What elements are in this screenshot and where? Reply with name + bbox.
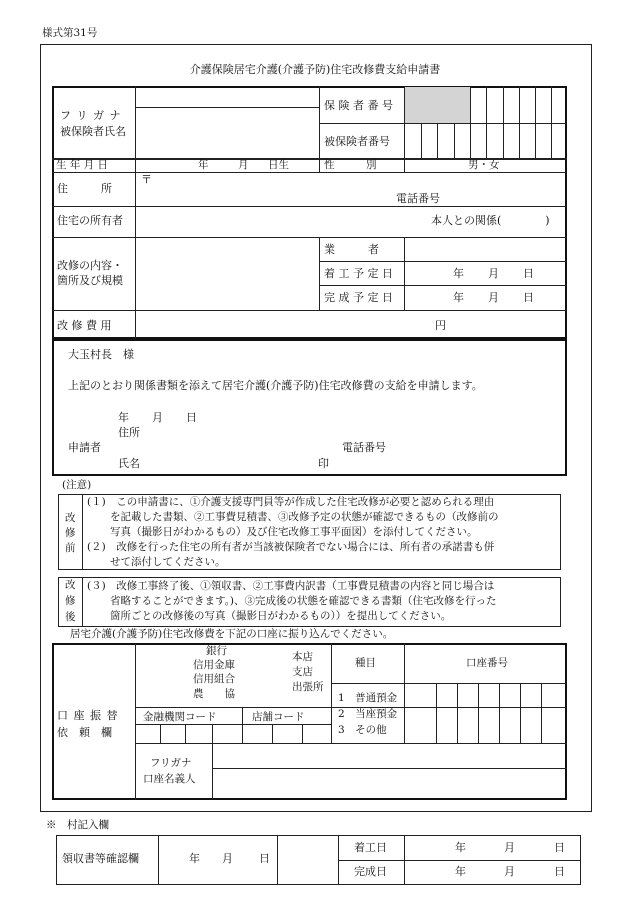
start-day-month: 月	[504, 841, 515, 854]
bank-label-2: 依 頼 欄	[57, 726, 112, 739]
institution-type-bank: 銀行	[206, 645, 227, 657]
completion-month: 月	[488, 291, 499, 304]
account-holder-label: 口座名義人	[143, 773, 196, 785]
furigana-label: フ リ ガ ナ	[60, 109, 122, 122]
application-day: 日	[186, 411, 197, 424]
birth-date-label: 生 年 月 日	[56, 159, 109, 171]
receipt-check-label: 領収書等確認欄	[62, 852, 139, 865]
insurer-number-shaded-cell	[405, 87, 470, 123]
completion-day: 日	[523, 291, 534, 304]
insured-number-label: 被保険者番号	[324, 135, 390, 148]
note1-line3: 写真（撮影日がわかるもの）及び住宅改修工事平面図）を添付してください。	[110, 526, 478, 538]
applicant-label: 申請者	[68, 441, 101, 454]
renovation-content-label-1: 改修の内容・	[57, 259, 123, 272]
transfer-note: 居宅介護(介護予防)住宅改修費を下記の口座に振り込んでください。	[70, 628, 394, 640]
address-label: 住 所	[57, 182, 112, 195]
branch-code-label: 店舗コード	[252, 711, 305, 723]
village-heading: ※ 村記入欄	[46, 819, 109, 831]
form-number: 様式第31号	[42, 27, 98, 39]
start-day-year: 年	[455, 841, 466, 854]
start-day-label: 着工日	[354, 841, 387, 854]
relation-label: 本人との関係( )	[431, 214, 550, 227]
note2-line2: せて添付してください。	[110, 556, 226, 568]
type-header: 種目	[355, 657, 376, 669]
branch-type-branch: 支店	[292, 666, 313, 678]
start-month: 月	[488, 267, 499, 280]
phone-label: 電話番号	[396, 192, 440, 205]
branch-type-office: 出張所	[292, 681, 324, 693]
note1-line1: (１) この申請書に、①介護支援専門員等が作成した住宅改修が必要と認められる理由	[87, 496, 495, 508]
before-label-1: 改	[65, 512, 76, 524]
account-type-current[interactable]: 2 当座預金	[338, 708, 398, 720]
postal-mark: 〒	[141, 173, 152, 186]
note3-line3: 箇所ごとの改修後の写真（撮影日がわかるもの））を提出してください。	[110, 610, 452, 622]
birth-day: 日生	[268, 159, 289, 171]
after-label-3: 後	[65, 611, 76, 623]
account-number-header: 口座番号	[466, 657, 508, 669]
note3-line1: (３) 改修工事終了後、①領収書、②工事費内訳書（工事費見積書の内容と同じ場合は	[87, 580, 495, 592]
receipt-year: 年	[189, 852, 200, 865]
insured-name-label: 被保険者氏名	[60, 125, 126, 138]
applicant-phone-label: 電話番号	[342, 441, 386, 454]
account-furigana-label: フリガナ	[150, 757, 192, 769]
branch-type-main: 本店	[292, 651, 313, 663]
renovation-content-label-2: 箇所及び規模	[57, 274, 123, 287]
completion-date-label: 完 成 予 定 日	[324, 291, 393, 304]
account-type-other[interactable]: 3 その他	[338, 724, 387, 736]
insurer-number-label: 保 険 者 番 号	[324, 99, 393, 112]
completion-day-day: 日	[554, 865, 565, 878]
completion-day-label: 完成日	[354, 865, 387, 878]
contractor-label: 業 者	[324, 243, 379, 256]
application-month: 月	[152, 411, 163, 424]
seal-mark: 印	[318, 457, 329, 470]
note3-line2: 省略することができます。)、③完成後の状態を確認できる書類（住宅改修を行った	[110, 595, 497, 607]
after-label-2: 修	[65, 595, 76, 607]
completion-year: 年	[453, 291, 464, 304]
receipt-day: 日	[259, 852, 270, 865]
form-title: 介護保険居宅介護(介護予防)住宅改修費支給申請書	[189, 63, 441, 76]
gender-value[interactable]: 男・女	[468, 159, 500, 171]
account-type-ordinary[interactable]: 1 普通預金	[338, 692, 398, 704]
after-label-1: 改	[65, 579, 76, 591]
notes-heading: (注意)	[62, 479, 92, 491]
receipt-month: 月	[222, 852, 233, 865]
birth-month: 月	[238, 159, 249, 171]
yen-unit: 円	[435, 319, 446, 332]
bank-label-1: 口 座 振 替	[57, 709, 119, 722]
note1-line2: を記載した書類、②工事費見積書、③改修予定の状態が確認できるもの（改修前の	[110, 511, 499, 523]
start-year: 年	[453, 267, 464, 280]
applicant-address-label: 住所	[118, 426, 140, 439]
completion-day-year: 年	[455, 865, 466, 878]
start-date-label: 着 工 予 定 日	[324, 267, 393, 280]
applicant-name-label: 氏名	[118, 457, 140, 470]
institution-type-credit-bank: 信用金庫	[193, 659, 235, 671]
start-day-day: 日	[554, 841, 565, 854]
gender-label: 性 別	[324, 159, 377, 171]
renovation-cost-label: 改 修 費 用	[57, 319, 112, 332]
birth-year: 年	[198, 159, 209, 171]
institution-type-agri: 農 協	[193, 688, 235, 700]
application-year: 年	[118, 411, 129, 424]
institution-type-credit-union: 信用組合	[193, 673, 235, 685]
addressee: 大玉村長 様	[68, 348, 134, 361]
before-label-2: 修	[65, 527, 76, 539]
application-statement: 上記のとおり関係書類を添えて居宅介護(介護予防)住宅改修費の支給を申請します。	[68, 379, 483, 392]
completion-day-month: 月	[504, 865, 515, 878]
before-label-3: 前	[65, 542, 76, 554]
institution-code-label: 金融機関コード	[143, 711, 217, 723]
house-owner-label: 住宅の所有者	[57, 214, 123, 227]
start-day: 日	[523, 267, 534, 280]
note2-line1: (２) 改修を行った住宅の所有者が当該被保険者でない場合には、所有者の承諾書も併	[87, 541, 495, 553]
